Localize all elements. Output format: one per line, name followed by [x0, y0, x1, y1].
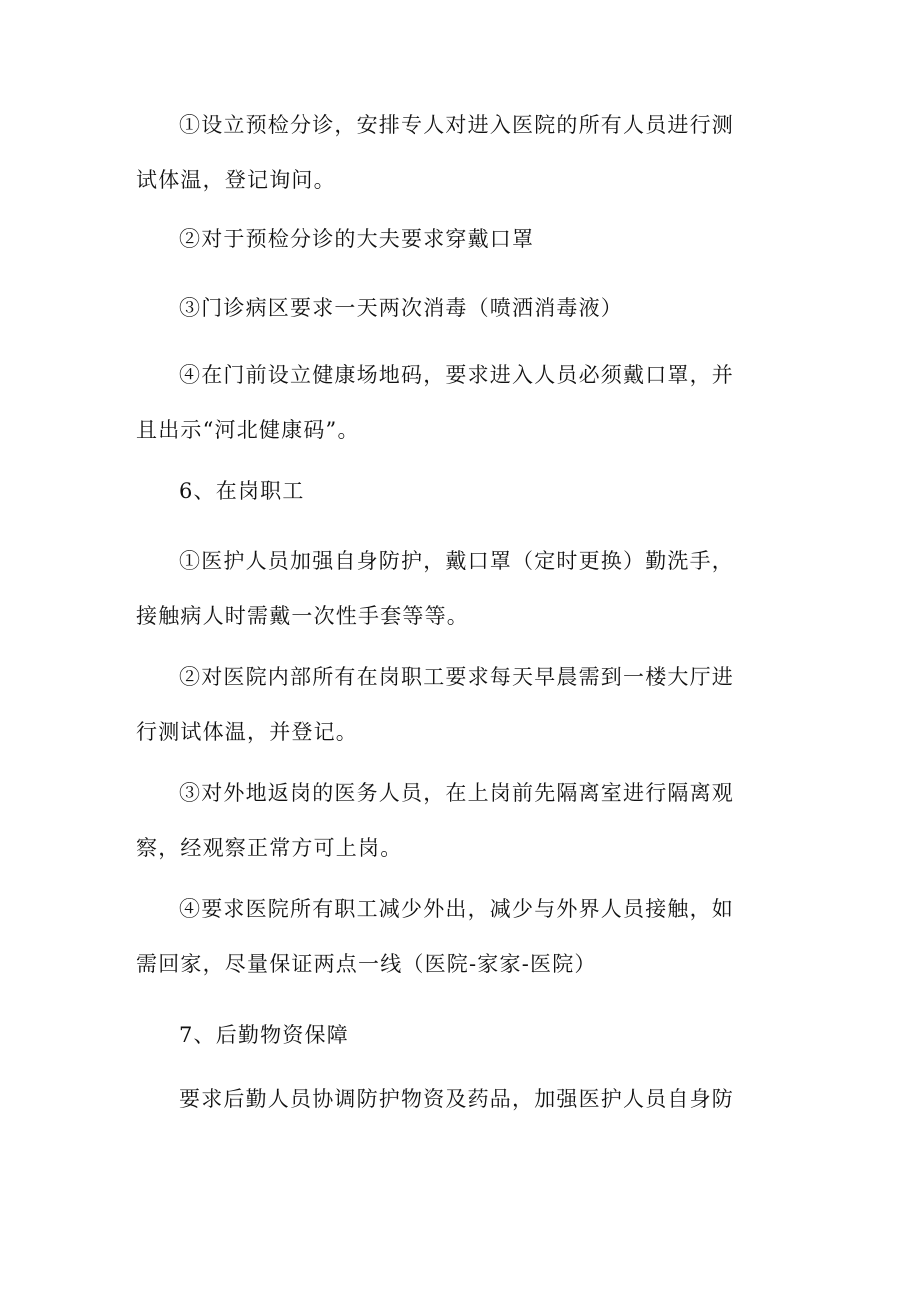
- text-line: ②对医院内部所有在岗职工要求每天早晨需到一楼大厅进: [179, 665, 734, 689]
- section-heading: 6、在岗职工: [179, 479, 305, 503]
- paragraph-staff-temperature: [136, 650, 776, 760]
- text-line: ④在门前设立健康场地码，要求进入人员必须戴口罩，并: [179, 363, 734, 387]
- text-line: 需回家，尽量保证两点一线（医院-家家-医院）: [136, 952, 597, 976]
- text-line: ③对外地返岗的医务人员，在上岗前先隔离室进行隔离观: [179, 781, 734, 805]
- paragraph-triage-masks: [136, 212, 776, 267]
- text-line: ①设立预检分诊，安排专人对进入医院的所有人员进行测: [179, 113, 734, 137]
- section-heading-logistics: [136, 1008, 776, 1063]
- paragraph-staff-protection: [136, 534, 776, 644]
- text-line: ②对于预检分诊的大夫要求穿戴口罩: [179, 227, 535, 251]
- text-line: ③门诊病区要求一天两次消毒（喷洒消毒液）: [179, 296, 623, 320]
- paragraph-disinfection: [136, 281, 776, 336]
- text-line: 察，经观察正常方可上岗。: [136, 836, 403, 860]
- paragraph-returning-staff: [136, 766, 776, 876]
- text-line: 且出示“河北健康码”。: [136, 418, 360, 442]
- section-heading: 7、后勤物资保障: [179, 1023, 349, 1047]
- text-line: 行测试体温，并登记。: [136, 720, 358, 744]
- text-line: ①医护人员加强自身防护，戴口罩（定时更换）勤洗手，: [179, 549, 734, 573]
- paragraph-logistics: [136, 1072, 776, 1127]
- text-line: 试体温，登记询问。: [136, 168, 336, 192]
- paragraph-health-code: [136, 348, 776, 458]
- text-line: 要求后勤人员协调防护物资及药品，加强医护人员自身防: [179, 1087, 734, 1111]
- text-line: ④要求医院所有职工减少外出，减少与外界人员接触，如: [179, 897, 734, 921]
- text-line: 接触病人时需戴一次性手套等等。: [136, 604, 469, 628]
- paragraph-reduce-outings: [136, 882, 776, 992]
- paragraph-triage-setup: [136, 98, 776, 208]
- section-heading-staff: [136, 464, 776, 519]
